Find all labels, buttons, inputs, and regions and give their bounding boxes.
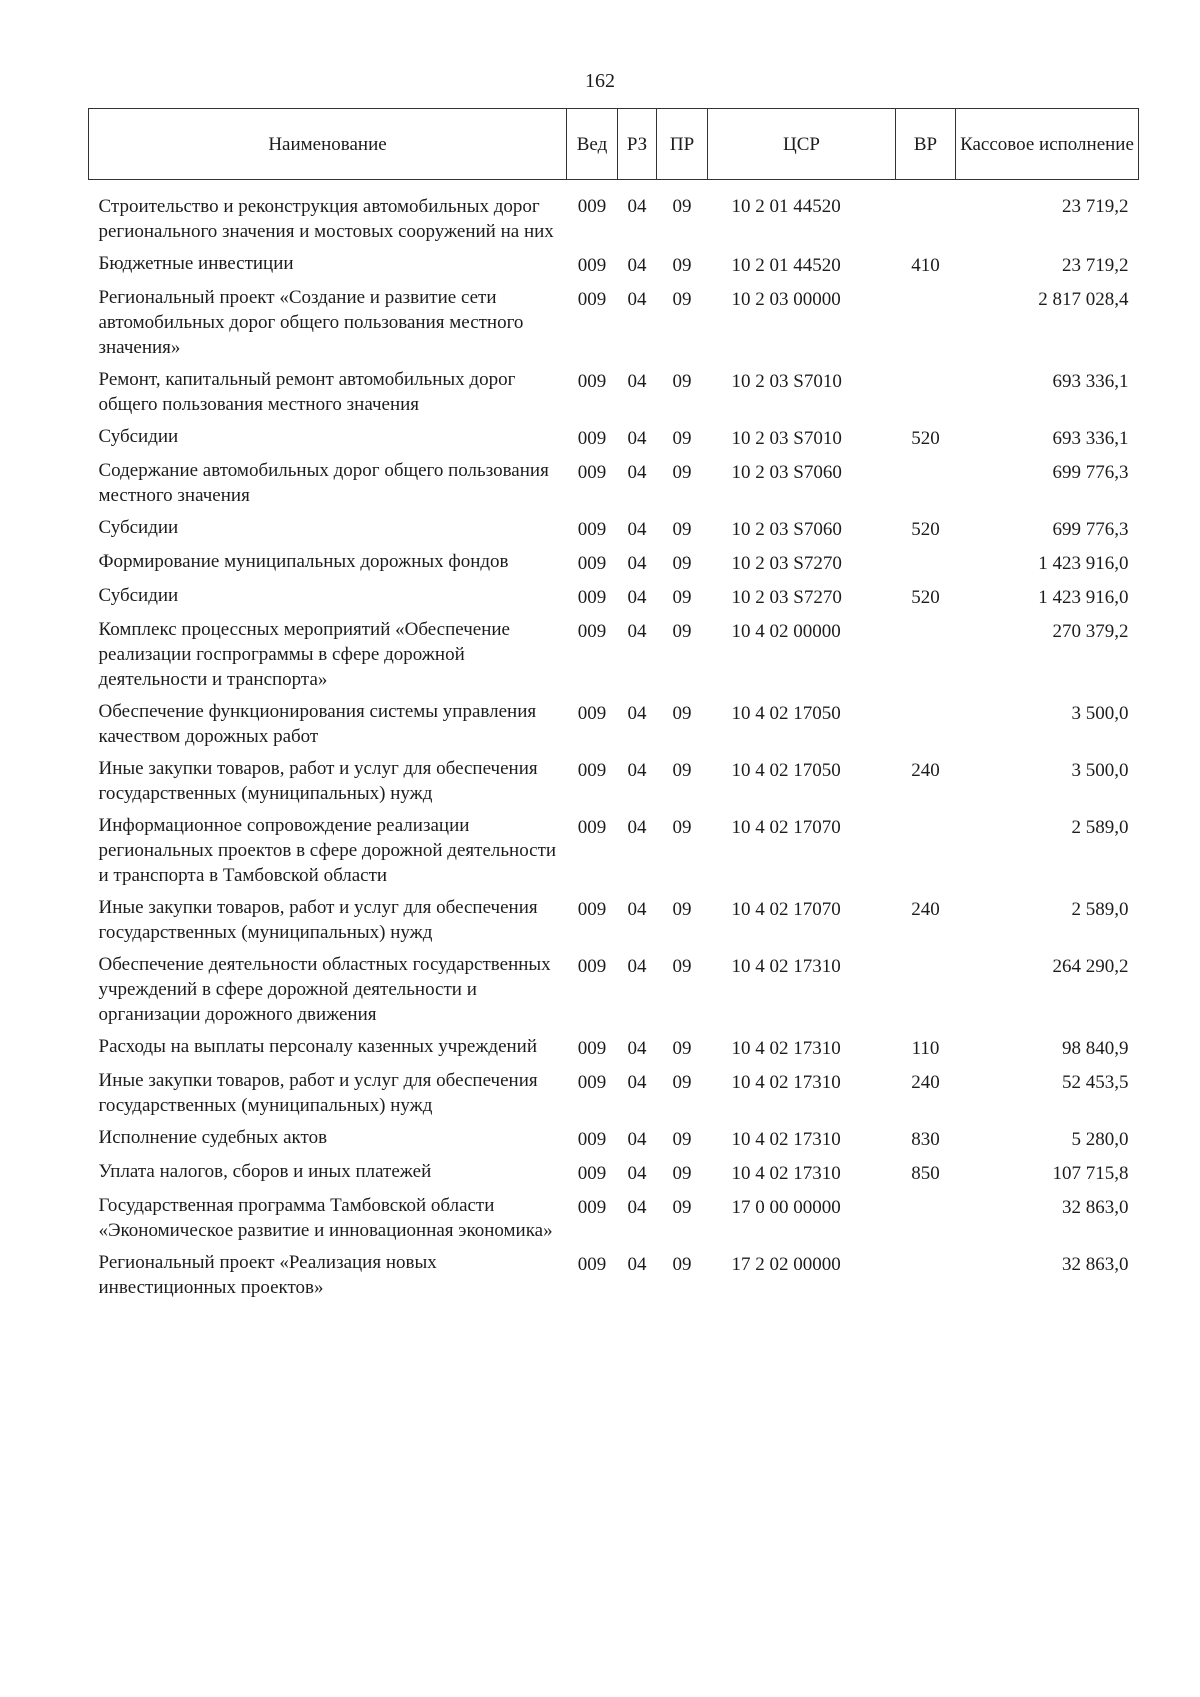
header-pr: ПР xyxy=(657,109,708,180)
row-ved-cell: 009 xyxy=(577,956,607,977)
row-rz-cell: 04 xyxy=(627,196,647,217)
row-sum-cell: 32 863,0 xyxy=(1062,1197,1129,1218)
table-body xyxy=(89,180,1139,1304)
row-pr-cell: 09 xyxy=(672,428,692,449)
row-ved-cell: 009 xyxy=(577,1038,607,1059)
row-name-cell: Субсидии xyxy=(98,426,179,447)
header-vr: ВР xyxy=(896,109,956,180)
row-sum-cell: 2 589,0 xyxy=(1071,817,1129,838)
table-row xyxy=(89,752,1139,809)
row-ved-cell: 009 xyxy=(577,587,607,608)
row-pr-cell: 09 xyxy=(672,1197,692,1218)
table-row xyxy=(89,454,1139,511)
header-csr: ЦСР xyxy=(708,109,896,180)
row-pr-cell: 09 xyxy=(672,817,692,838)
row-vr-cell: 520 xyxy=(911,428,940,449)
row-pr-cell: 09 xyxy=(672,289,692,310)
row-rz-cell: 04 xyxy=(627,1072,647,1093)
row-ved-cell: 009 xyxy=(577,621,607,642)
table-row xyxy=(89,1064,1139,1121)
row-sum-cell: 699 776,3 xyxy=(1052,519,1129,540)
row-sum-cell: 3 500,0 xyxy=(1071,703,1129,724)
row-pr-cell: 09 xyxy=(672,1163,692,1184)
row-sum-cell: 693 336,1 xyxy=(1052,428,1129,449)
row-vr-cell xyxy=(896,1189,956,1246)
row-csr-cell: 10 4 02 17050 xyxy=(731,760,841,781)
row-ved-cell: 009 xyxy=(577,289,607,310)
row-rz-cell: 04 xyxy=(627,1254,647,1275)
row-vr-cell xyxy=(896,613,956,695)
budget-execution-table xyxy=(88,108,1139,1303)
table-row xyxy=(89,420,1139,454)
row-ved-cell: 009 xyxy=(577,1163,607,1184)
row-name-cell: Обеспечение деятельности областных государственных учреждений в сфере дорожной деятельности и организации дорожного движения xyxy=(98,954,551,1025)
row-sum-cell: 32 863,0 xyxy=(1062,1254,1129,1275)
table-row xyxy=(89,247,1139,281)
row-pr-cell: 09 xyxy=(672,1129,692,1150)
row-pr-cell: 09 xyxy=(672,703,692,724)
row-csr-cell: 10 2 03 S7060 xyxy=(731,462,842,483)
table-row xyxy=(89,1246,1139,1303)
header-name: Наименование xyxy=(89,109,567,180)
row-ved-cell: 009 xyxy=(577,196,607,217)
table-row xyxy=(89,809,1139,891)
row-ved-cell: 009 xyxy=(577,1197,607,1218)
row-csr-cell: 10 2 03 S7270 xyxy=(731,587,842,608)
row-pr-cell: 09 xyxy=(672,587,692,608)
row-sum-cell: 2 589,0 xyxy=(1071,899,1129,920)
row-ved-cell: 009 xyxy=(577,899,607,920)
row-ved-cell: 009 xyxy=(577,519,607,540)
row-name-cell: Расходы на выплаты персоналу казенных учреждений xyxy=(98,1036,538,1057)
table-row xyxy=(89,613,1139,695)
row-pr-cell: 09 xyxy=(672,196,692,217)
row-vr-cell xyxy=(896,809,956,891)
row-csr-cell: 17 2 02 00000 xyxy=(731,1254,841,1275)
row-name-cell: Региональный проект «Создание и развитие сети автомобильных дорог общего пользования местного значения» xyxy=(98,287,524,358)
row-name-cell: Исполнение судебных актов xyxy=(98,1127,328,1148)
row-sum-cell: 1 423 916,0 xyxy=(1038,587,1129,608)
table-row xyxy=(89,1121,1139,1155)
row-pr-cell: 09 xyxy=(672,760,692,781)
row-sum-cell: 270 379,2 xyxy=(1052,621,1129,642)
row-name-cell: Иные закупки товаров, работ и услуг для обеспечения государственных (муниципальных) нужд xyxy=(98,897,538,943)
row-pr-cell: 09 xyxy=(672,519,692,540)
row-rz-cell: 04 xyxy=(627,1197,647,1218)
row-ved-cell: 009 xyxy=(577,462,607,483)
row-sum-cell: 5 280,0 xyxy=(1071,1129,1129,1150)
row-csr-cell: 10 4 02 17310 xyxy=(731,1038,841,1059)
table-row xyxy=(89,180,1139,248)
row-name-cell: Комплекс процессных мероприятий «Обеспечение реализации госпрограммы в сфере дорожной деятельности и транспорта» xyxy=(98,619,510,690)
row-name-cell: Формирование муниципальных дорожных фондов xyxy=(98,551,509,572)
row-name-cell: Уплата налогов, сборов и иных платежей xyxy=(98,1161,432,1182)
row-rz-cell: 04 xyxy=(627,553,647,574)
row-csr-cell: 10 4 02 17070 xyxy=(731,899,841,920)
table-header xyxy=(89,109,1139,180)
row-pr-cell: 09 xyxy=(672,1254,692,1275)
row-csr-cell: 10 2 03 00000 xyxy=(731,289,841,310)
row-sum-cell: 1 423 916,0 xyxy=(1038,553,1129,574)
row-name-cell: Государственная программа Тамбовской области «Экономическое развитие и инновационная экономика» xyxy=(98,1195,553,1241)
row-sum-cell: 98 840,9 xyxy=(1062,1038,1129,1059)
table-row xyxy=(89,511,1139,545)
row-name-cell: Субсидии xyxy=(98,585,179,606)
row-csr-cell: 10 4 02 17310 xyxy=(731,956,841,977)
row-csr-cell: 10 4 02 17310 xyxy=(731,1129,841,1150)
row-csr-cell: 10 2 03 S7270 xyxy=(731,553,842,574)
row-rz-cell: 04 xyxy=(627,1163,647,1184)
table-row xyxy=(89,1155,1139,1189)
row-rz-cell: 04 xyxy=(627,760,647,781)
row-sum-cell: 52 453,5 xyxy=(1062,1072,1129,1093)
row-vr-cell: 850 xyxy=(911,1163,940,1184)
table-row xyxy=(89,1189,1139,1246)
row-csr-cell: 10 4 02 17310 xyxy=(731,1072,841,1093)
table-row xyxy=(89,948,1139,1030)
row-csr-cell: 10 4 02 17050 xyxy=(731,703,841,724)
row-vr-cell xyxy=(896,1246,956,1303)
row-rz-cell: 04 xyxy=(627,899,647,920)
row-vr-cell xyxy=(896,281,956,363)
row-ved-cell: 009 xyxy=(577,255,607,276)
row-pr-cell: 09 xyxy=(672,553,692,574)
row-csr-cell: 10 2 03 S7060 xyxy=(731,519,842,540)
row-rz-cell: 04 xyxy=(627,956,647,977)
row-sum-cell: 3 500,0 xyxy=(1071,760,1129,781)
row-csr-cell: 10 2 01 44520 xyxy=(731,255,841,276)
row-rz-cell: 04 xyxy=(627,255,647,276)
row-vr-cell xyxy=(896,180,956,248)
row-vr-cell: 240 xyxy=(911,899,940,920)
row-vr-cell xyxy=(896,695,956,752)
row-vr-cell: 110 xyxy=(911,1038,940,1059)
row-sum-cell: 2 817 028,4 xyxy=(1038,289,1129,310)
table-row xyxy=(89,695,1139,752)
row-pr-cell: 09 xyxy=(672,621,692,642)
row-name-cell: Иные закупки товаров, работ и услуг для обеспечения государственных (муниципальных) нужд xyxy=(98,1070,538,1116)
row-name-cell: Содержание автомобильных дорог общего пользования местного значения xyxy=(98,460,549,506)
row-pr-cell: 09 xyxy=(672,956,692,977)
header-sum: Кассовое исполнение xyxy=(956,109,1139,180)
row-csr-cell: 10 4 02 17070 xyxy=(731,817,841,838)
row-rz-cell: 04 xyxy=(627,587,647,608)
row-rz-cell: 04 xyxy=(627,462,647,483)
row-pr-cell: 09 xyxy=(672,1038,692,1059)
row-vr-cell: 240 xyxy=(911,1072,940,1093)
row-name-cell: Иные закупки товаров, работ и услуг для обеспечения государственных (муниципальных) нужд xyxy=(98,758,538,804)
table-row xyxy=(89,1030,1139,1064)
row-vr-cell: 240 xyxy=(911,760,940,781)
row-rz-cell: 04 xyxy=(627,703,647,724)
row-vr-cell xyxy=(896,948,956,1030)
row-sum-cell: 693 336,1 xyxy=(1052,371,1129,392)
row-rz-cell: 04 xyxy=(627,519,647,540)
row-vr-cell: 520 xyxy=(911,519,940,540)
row-name-cell: Субсидии xyxy=(98,517,179,538)
row-csr-cell: 10 4 02 17310 xyxy=(731,1163,841,1184)
row-ved-cell: 009 xyxy=(577,553,607,574)
row-name-cell: Обеспечение функционирования системы управления качеством дорожных работ xyxy=(98,701,537,747)
row-csr-cell: 10 4 02 00000 xyxy=(731,621,841,642)
row-name-cell: Бюджетные инвестиции xyxy=(98,253,294,274)
row-name-cell: Информационное сопровождение реализации региональных проектов в сфере дорожной деятельности и транспорта в Тамбовской области xyxy=(98,815,557,886)
row-pr-cell: 09 xyxy=(672,255,692,276)
row-csr-cell: 10 2 03 S7010 xyxy=(731,371,842,392)
row-rz-cell: 04 xyxy=(627,621,647,642)
row-csr-cell: 10 2 03 S7010 xyxy=(731,428,842,449)
row-pr-cell: 09 xyxy=(672,462,692,483)
row-vr-cell: 830 xyxy=(911,1129,940,1150)
row-rz-cell: 04 xyxy=(627,817,647,838)
table-row xyxy=(89,281,1139,363)
row-vr-cell xyxy=(896,363,956,420)
row-name-cell: Региональный проект «Реализация новых инвестиционных проектов» xyxy=(98,1252,437,1298)
row-rz-cell: 04 xyxy=(627,1129,647,1150)
row-ved-cell: 009 xyxy=(577,760,607,781)
row-ved-cell: 009 xyxy=(577,817,607,838)
row-ved-cell: 009 xyxy=(577,703,607,724)
row-vr-cell: 520 xyxy=(911,587,940,608)
row-name-cell: Ремонт, капитальный ремонт автомобильных дорог общего пользования местного значения xyxy=(98,369,516,415)
table-row xyxy=(89,891,1139,948)
row-sum-cell: 107 715,8 xyxy=(1052,1163,1129,1184)
row-name-cell: Строительство и реконструкция автомобильных дорог регионального значения и мостовых сооружений на них xyxy=(98,196,554,242)
row-csr-cell: 17 0 00 00000 xyxy=(731,1197,841,1218)
row-pr-cell: 09 xyxy=(672,371,692,392)
row-rz-cell: 04 xyxy=(627,289,647,310)
header-ved: Вед xyxy=(567,109,618,180)
row-vr-cell: 410 xyxy=(911,255,940,276)
row-rz-cell: 04 xyxy=(627,428,647,449)
row-vr-cell xyxy=(896,545,956,579)
header-rz: РЗ xyxy=(618,109,657,180)
page-number: 162 xyxy=(585,70,615,92)
row-csr-cell: 10 2 01 44520 xyxy=(731,196,841,217)
row-ved-cell: 009 xyxy=(577,428,607,449)
row-vr-cell xyxy=(896,454,956,511)
row-sum-cell: 699 776,3 xyxy=(1052,462,1129,483)
row-sum-cell: 23 719,2 xyxy=(1062,196,1129,217)
row-ved-cell: 009 xyxy=(577,1129,607,1150)
table-row xyxy=(89,545,1139,579)
table-row xyxy=(89,579,1139,613)
row-rz-cell: 04 xyxy=(627,371,647,392)
row-pr-cell: 09 xyxy=(672,1072,692,1093)
row-rz-cell: 04 xyxy=(627,1038,647,1059)
row-sum-cell: 264 290,2 xyxy=(1052,956,1129,977)
table-row xyxy=(89,363,1139,420)
row-ved-cell: 009 xyxy=(577,1254,607,1275)
row-pr-cell: 09 xyxy=(672,899,692,920)
row-sum-cell: 23 719,2 xyxy=(1062,255,1129,276)
row-ved-cell: 009 xyxy=(577,1072,607,1093)
row-ved-cell: 009 xyxy=(577,371,607,392)
